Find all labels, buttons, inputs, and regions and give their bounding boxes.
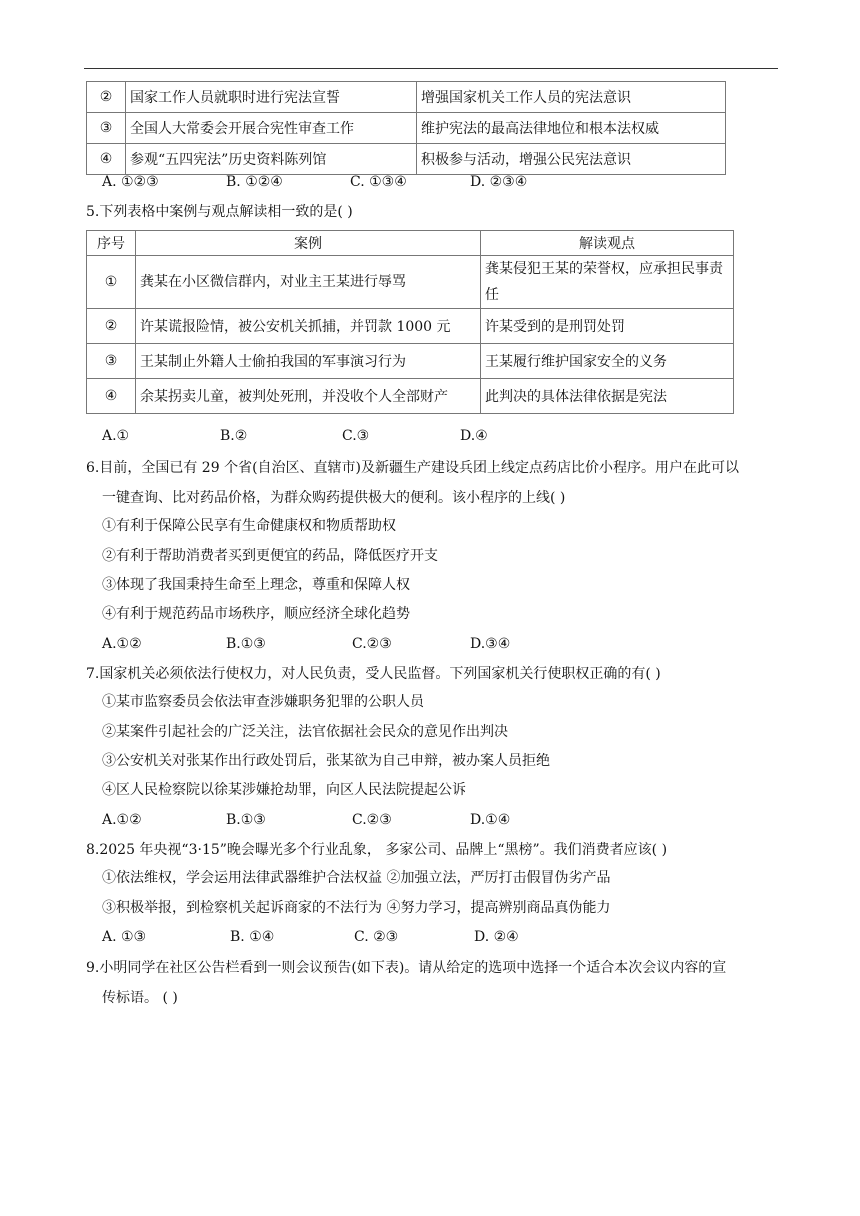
case-cell: 余某拐卖儿童，被判处死刑，并没收个人全部财产: [136, 379, 481, 414]
option-c[interactable]: C.③: [342, 428, 370, 444]
option-a[interactable]: A. ①③: [102, 929, 147, 945]
q6-stem-line1: 6.目前，全国已有 29 个省(自治区、直辖市)及新疆生产建设兵团上线定点药店比价小程序。用户在此可以: [86, 460, 739, 476]
q8-items-line2: ③积极举报，到检察机关起诉商家的不法行为 ④努力学习，提高辨别商品真伪能力: [102, 900, 611, 916]
q4-table: [86, 81, 726, 175]
option-d[interactable]: D.③④: [470, 636, 511, 652]
case-cell: 王某制止外籍人士偷拍我国的军事演习行为: [136, 344, 481, 379]
option-d[interactable]: D. ②④: [474, 929, 519, 945]
q5-table: [86, 230, 734, 414]
row-number: ②: [87, 82, 126, 113]
option-a[interactable]: A.①: [102, 428, 130, 444]
q7-item-1: ①某市监察委员会依法审查涉嫌职务犯罪的公职人员: [102, 694, 424, 710]
option-d[interactable]: D. ②③④: [470, 174, 528, 190]
case-cell: 龚某在小区微信群内，对业主王某进行辱骂: [136, 256, 481, 309]
case-cell: 全国人大常委会开展合宪性审查工作: [126, 113, 417, 144]
row-number: ①: [87, 256, 136, 309]
view-cell: 维护宪法的最高法律地位和根本法权威: [417, 113, 726, 144]
table-row: [87, 256, 734, 309]
option-a[interactable]: A.①②: [102, 812, 142, 828]
view-cell: 此判决的具体法律依据是宪法: [481, 379, 734, 414]
row-number: ③: [87, 113, 126, 144]
q7-item-4: ④区人民检察院以徐某涉嫌抢劫罪，向区人民法院提起公诉: [102, 782, 466, 798]
col-header-number: 序号: [87, 231, 136, 256]
q8-stem: 8.2025 年央视“3·15”晚会曝光多个行业乱象， 多家公司、品牌上“黑榜”。我们消费者应该( ): [86, 842, 668, 858]
table-row: [87, 344, 734, 379]
col-header-case: 案例: [136, 231, 481, 256]
q9-stem-line1: 9.小明同学在社区公告栏看到一则会议预告(如下表)。请从给定的选项中选择一个适合本次会议内容的宣: [86, 960, 727, 976]
q6-item-4: ④有利于规范药品市场秩序，顺应经济全球化趋势: [102, 606, 410, 622]
view-cell: 增强国家机关工作人员的宪法意识: [417, 82, 726, 113]
q6-item-3: ③体现了我国秉持生命至上理念，尊重和保障人权: [102, 577, 410, 593]
row-number: ③: [87, 344, 136, 379]
table-row: [87, 379, 734, 414]
row-number: ④: [87, 144, 126, 175]
case-cell: 许某谎报险情，被公安机关抓捕，并罚款 1000 元: [136, 309, 481, 344]
q7-item-2: ②某案件引起社会的广泛关注，法官依据社会民众的意见作出判决: [102, 724, 508, 740]
option-b[interactable]: B. ①②④: [226, 174, 283, 190]
q7-stem: 7.国家机关必须依法行使权力，对人民负责，受人民监督。下列国家机关行使职权正确的有( ): [86, 666, 661, 682]
q6-stem-line2: 一键查询、比对药品价格，为群众购药提供极大的便利。该小程序的上线( ): [102, 490, 566, 506]
table-row: [87, 113, 726, 144]
option-c[interactable]: C. ②③: [354, 929, 399, 945]
option-a[interactable]: A.①②: [102, 636, 142, 652]
view-cell: 龚某侵犯王某的荣誉权，应承担民事责任: [481, 256, 734, 309]
option-b[interactable]: B.①③: [226, 636, 266, 652]
q8-items-line1: ①依法维权，学会运用法律武器维护合法权益 ②加强立法，严厉打击假冒伪劣产品: [102, 870, 611, 886]
option-d[interactable]: D.①④: [470, 812, 511, 828]
option-b[interactable]: B. ①④: [230, 929, 275, 945]
q6-item-2: ②有利于帮助消费者买到更便宜的药品，降低医疗开支: [102, 548, 438, 564]
q7-item-3: ③公安机关对张某作出行政处罚后，张某欲为自己申辩，被办案人员拒绝: [102, 753, 550, 769]
view-cell: 积极参与活动，增强公民宪法意识: [417, 144, 726, 175]
q9-stem-line2: 传标语。 ( ): [102, 990, 178, 1006]
table-row: [87, 144, 726, 175]
view-cell: 王某履行维护国家安全的义务: [481, 344, 734, 379]
col-header-view: 解读观点: [481, 231, 734, 256]
q5-stem: 5.下列表格中案例与观点解读相一致的是( ): [86, 204, 353, 220]
option-c[interactable]: C. ①③④: [350, 174, 407, 190]
option-c[interactable]: C.②③: [352, 812, 392, 828]
view-cell: 许某受到的是刑罚处罚: [481, 309, 734, 344]
case-cell: 国家工作人员就职时进行宪法宣誓: [126, 82, 417, 113]
header-rule: [84, 68, 778, 69]
option-b[interactable]: B.①③: [226, 812, 266, 828]
option-c[interactable]: C.②③: [352, 636, 392, 652]
case-cell: 参观“五四宪法”历史资料陈列馆: [126, 144, 417, 175]
row-number: ④: [87, 379, 136, 414]
option-a[interactable]: A. ①②③: [102, 174, 159, 190]
table-row: [87, 309, 734, 344]
table-row: [87, 82, 726, 113]
option-d[interactable]: D.④: [460, 428, 488, 444]
option-b[interactable]: B.②: [220, 428, 248, 444]
q6-item-1: ①有利于保障公民享有生命健康权和物质帮助权: [102, 518, 396, 534]
row-number: ②: [87, 309, 136, 344]
table-header-row: [87, 231, 734, 256]
